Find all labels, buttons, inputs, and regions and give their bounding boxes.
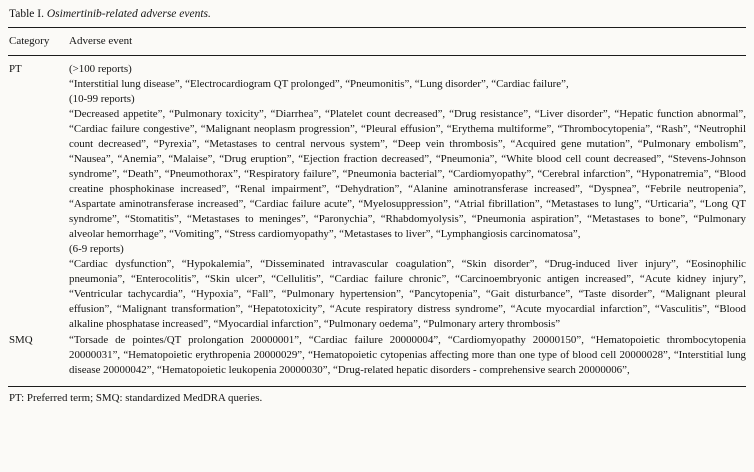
report-count-label: (10-99 reports)	[69, 93, 135, 105]
adverse-event-list: “Cardiac dysfunction”, “Hypokalemia”, “Disseminated intravascular coagulation”, “Skin disorder”, “Drug-induced liver injury”, “Eosinophilic pneumonia”, “Enterocolitis”, “Skin ulcer”, “Cellulitis”, “Cardiac failure chronic”, “Carcinoembryonic antigen increased”, “Acute kidney injury”, “Ventricular tachycardia”, “Hypoxia”, “Fall”, “Pulmonary hypertension”, “Pancytopenia”, “Gait disturbance”, “Taste disorder”, “Malignant pleural effusion”, “Malignant transformation”, “Hepatotoxicity”, “Acute respiratory distress syndrome”, “Acute myocardial infarction”, “Vasculitis”, “Blood alkaline phosphatase increased”, “Myocardial infarction”, “Pulmonary oedema”, “Pulmonary artery thrombosis”	[69, 258, 746, 330]
report-count-label: (>100 reports)	[69, 63, 132, 75]
table-row-smq	[9, 333, 746, 378]
table-title-label: Table I.	[9, 8, 44, 20]
column-header-category: Category	[9, 35, 50, 47]
adverse-event-list: “Torsade de pointes/QT prolongation 20000001”, “Cardiac failure 20000004”, “Cardiomyopathy 20000150”, “Hematopoietic thrombocytopenia 20000031”, “Hematopoietic erythropenia 20000029”, “Hematopoietic cytopenias affecting more than one type of blood cell 20000028”, “Interstitial lung disease 20000042”, “Hematopoietic leukopenia 20000030”, “Drug-related hepatic disorders - comprehensive search 20000006”,	[69, 334, 746, 376]
adverse-event-cell	[69, 62, 746, 332]
table-body	[8, 56, 746, 386]
report-count-label: (6-9 reports)	[69, 243, 124, 255]
adverse-event-list: “Decreased appetite”, “Pulmonary toxicity”, “Diarrhea”, “Platelet count decreased”, “Drug resistance”, “Liver disorder”, “Hepatic function abnormal”, “Cardiac failure congestive”, “Malignant neoplasm progression”, “Pleural effusion”, “Erythema multiforme”, “Thrombocytopenia”, “Rash”, “Neutrophil count decreased”, “Pyrexia”, “Metastases to central nervous system”, “Deep vein thrombosis”, “Acquired gene mutation”, “Pulmonary embolism”, “Nausea”, “Anemia”, “Malaise”, “Drug eruption”, “Ejection fraction decreased”, “Pneumonia”, “White blood cell count decreased”, “Stevens-Johnson syndrome”, “Death”, “Pneumothorax”, “Respiratory failure”, “Pneumonia bacterial”, “Cardiomyopathy”, “Cerebral infarction”, “Hyponatremia”, “Blood creatine phosphokinase increased”, “Renal impairment”, “Dehydration”, “Alanine aminotransferase increased”, “Dyspnea”, “Febrile neutropenia”, “Aspartate aminotransferase increased”, “Cardiac failure acute”, “Myelosuppression”, “Atrial fibrillation”, “Metastases to lung”, “Urticaria”, “Long QT syndrome”, “Stomatitis”, “Metastases to meninges”, “Paronychia”, “Rhabdomyolysis”, “Pneumonia aspiration”, “Metastases to bone”, “Pulmonary alveolar hemorrhage”, “Vomiting”, “Stress cardiomyopathy”, “Metastases to liver”, “Lymphangiosis carcinomatosa”,	[69, 108, 746, 240]
table-row-pt	[9, 62, 746, 332]
category-cell: SMQ	[9, 334, 33, 346]
table-footnote: PT: Preferred term; SMQ: standardized MedDRA queries.	[9, 392, 263, 404]
table-header-row	[8, 28, 746, 55]
adverse-event-list: “Interstitial lung disease”, “Electrocardiogram QT prolonged”, “Pneumonitis”, “Lung disorder”, “Cardiac failure”,	[69, 78, 569, 90]
table-title	[8, 5, 746, 27]
adverse-event-cell	[69, 333, 746, 378]
column-header-adverse-event: Adverse event	[69, 35, 133, 47]
category-cell: PT	[9, 63, 22, 75]
table-title-caption: Osimertinib-related adverse events.	[46, 8, 211, 20]
